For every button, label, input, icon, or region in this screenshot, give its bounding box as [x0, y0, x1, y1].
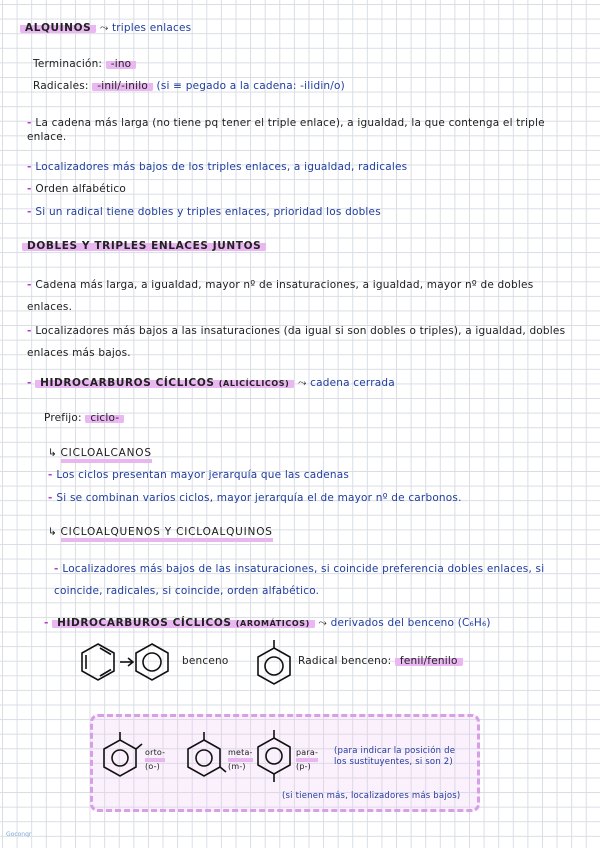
cicloalcanos-heading: [48, 446, 152, 460]
positions-note-2: (si tienen más, localizadores más bajos): [282, 791, 461, 801]
ciclicos-subtitle: cadena cerrada: [310, 377, 395, 389]
aromaticos-subtitle: derivados del benceno (C₆H₆): [330, 617, 491, 629]
terminacion-line: [33, 57, 136, 71]
dobles-rule-2: - Localizadores más bajos a las insaturaciones (da igual si son dobles o triples), a igualdad, dobles enlaces más bajos.: [27, 325, 566, 359]
ortho-label: orto- (o-): [145, 748, 166, 771]
cicloalquenos-title: CICLOALQUENOS Y CICLOALQUINOS: [61, 526, 273, 542]
radical-value: fenil/fenilo: [395, 655, 463, 667]
terminacion-value: -ino: [106, 58, 137, 70]
cicloalquenos-rule: - Localizadores más bajos de las insaturaciones, si coincide preferencia dobles enlaces, si coincide, radicales, si coincide, orden alfabético.: [54, 563, 545, 597]
dobles-rule-1: - Cadena más larga, a igualdad, mayor nº de insaturaciones, a igualdad, mayor nº de dobles enlaces.: [27, 279, 534, 313]
alquinos-subtitle: triples enlaces: [111, 22, 192, 34]
ciclicos-heading: - HIDROCARBUROS CÍCLICOS (ALICÍCLICOS) ⤳ cadena cerrada: [27, 377, 395, 389]
bullet-dash: -: [48, 492, 57, 504]
goconqr-logo: Goconqr: [6, 831, 32, 838]
cicloalcanos-rule-2: - Si se combinan varios ciclos, mayor jerarquía el de mayor nº de carbonos.: [48, 492, 462, 504]
bullet-dash: -: [27, 279, 36, 291]
radicales-line: [33, 79, 345, 93]
para-label: para- (p-): [296, 748, 319, 771]
sub-arrow-icon: ↳: [48, 447, 57, 459]
alquinos-rule-2: - Localizadores más bajos de los triples enlaces, a igualdad, radicales: [27, 161, 408, 173]
meta-label: meta- (m-): [228, 748, 253, 771]
sub-arrow-icon: ↳: [48, 526, 57, 538]
benzene-kekule-to-circle-diagram: [80, 642, 190, 682]
phenyl-radical-icon: [258, 640, 298, 690]
ortho-benzene-icon: [104, 730, 144, 782]
bullet-dash: -: [54, 563, 63, 575]
para-benzene-icon: [258, 728, 298, 788]
arrow-icon: ⤳: [318, 617, 328, 629]
positions-note: (para indicar la posición de los sustituyentes, si son 2): [334, 746, 456, 767]
dobles-title: DOBLES Y TRIPLES ENLACES JUNTOS: [22, 240, 266, 252]
ciclicos-title: HIDROCARBUROS CÍCLICOS (ALICÍCLICOS): [35, 377, 294, 389]
aromaticos-heading: - HIDROCARBUROS CÍCLICOS (AROMÁTICOS) ⤳ derivados del benceno (C₆H₆): [44, 617, 491, 629]
radical-label: Radical benceno:: [298, 655, 392, 667]
benceno-label: benceno: [182, 655, 229, 667]
aromaticos-title: HIDROCARBUROS CÍCLICOS (AROMÁTICOS): [52, 617, 315, 629]
dobles-heading: [22, 239, 266, 253]
alquinos-rule-4: - Si un radical tiene dobles y triples enlaces, prioridad los dobles: [27, 206, 381, 218]
terminacion-label: Terminación:: [33, 58, 103, 70]
prefijo-label: Prefijo:: [44, 412, 82, 424]
bullet-dash: -: [27, 183, 36, 195]
prefijo-line: [44, 411, 124, 425]
bullet-dash: -: [27, 161, 36, 173]
alquinos-rule-1: - La cadena más larga (no tiene pq tener el triple enlace), a igualdad, la que contenga el triple enlace.: [27, 117, 545, 143]
bullet-dash: -: [27, 325, 36, 337]
arrow-icon: ⤳: [99, 22, 109, 34]
alquinos-rule-3: - Orden alfabético: [27, 183, 126, 195]
cicloalcanos-rule-1: - Los ciclos presentan mayor jerarquía que las cadenas: [48, 469, 350, 481]
prefijo-value: ciclo-: [85, 412, 124, 424]
radical-benceno-line: [298, 654, 463, 668]
radicales-note: (si ≡ pegado a la cadena: -ilidin/o): [156, 80, 345, 92]
alquinos-title: ALQUINOS: [20, 22, 96, 34]
alquinos-heading: [20, 21, 191, 35]
radicales-label: Radicales:: [33, 80, 89, 92]
arrow-icon: ⤳: [297, 377, 307, 389]
bullet-dash: -: [27, 206, 36, 218]
radicales-value: -inil/-inilo: [92, 80, 153, 92]
bullet-dash: -: [48, 469, 57, 481]
cicloalquenos-heading: [48, 525, 273, 539]
meta-benzene-icon: [188, 730, 228, 782]
cicloalcanos-title: CICLOALCANOS: [61, 447, 152, 463]
bullet-dash: -: [27, 117, 36, 129]
